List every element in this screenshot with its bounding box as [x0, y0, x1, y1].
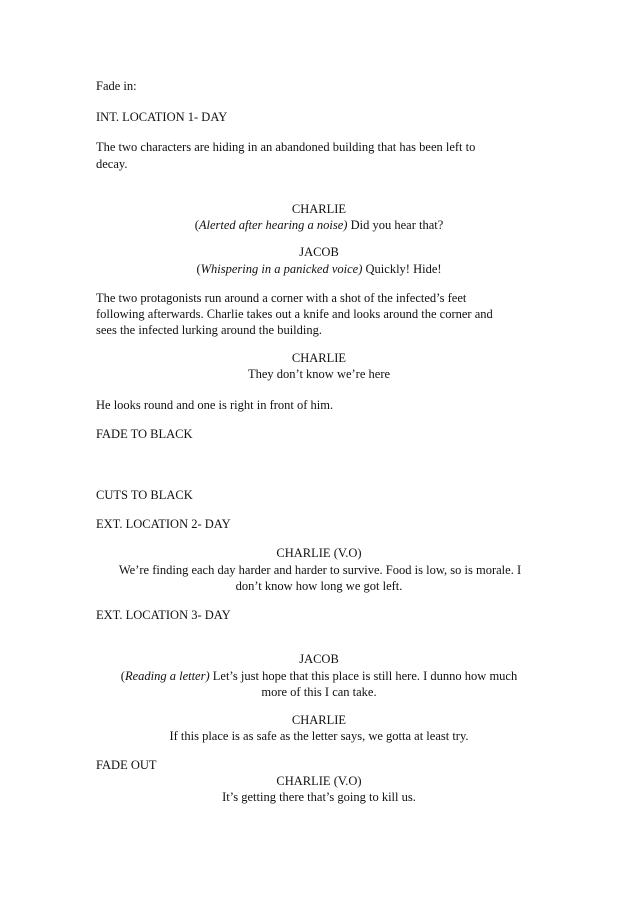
character-charlie-3: CHARLIE	[291, 713, 347, 727]
scene-heading-3: EXT. LOCATION 3- DAY	[96, 608, 231, 622]
dialogue-vo-1-line-2: don’t know how long we got left.	[235, 579, 403, 593]
action-1-line-1: The two characters are hiding in an abandoned building that has been left to	[96, 140, 476, 154]
dialogue-charlie-2: They don’t know we’re here	[247, 367, 391, 381]
action-2-line-1: The two protagonists run around a corner with a shot of the infected’s feet	[96, 291, 467, 305]
character-charlie-1: CHARLIE	[291, 202, 347, 216]
dialogue-jacob-2-line-2: more of this I can take.	[261, 685, 377, 699]
parenthetical-jacob-1: Whispering in a panicked voice)	[200, 262, 363, 276]
dialogue-charlie-3: If this place is as safe as the letter says, we gotta at least try.	[169, 729, 469, 743]
action-2-line-3: sees the infected lurking around the building.	[96, 323, 322, 337]
transition-fade-out: FADE OUT	[96, 758, 157, 772]
transition-cuts-to-black: CUTS TO BLACK	[96, 488, 193, 502]
action-1-line-2: decay.	[96, 157, 128, 171]
scene-heading-1: INT. LOCATION 1- DAY	[96, 110, 228, 124]
dialogue-vo-1-line-1: We’re finding each day harder and harder to survive. Food is low, so is morale. I	[118, 563, 522, 577]
dialogue-vo-2: It’s getting there that’s going to kill us.	[222, 790, 416, 804]
character-charlie-2: CHARLIE	[291, 351, 347, 365]
dialogue-jacob-1-text: Quickly! Hide!	[362, 262, 442, 276]
dialogue-jacob-2-text: Let’s just hope that this place is still here. I dunno how much	[209, 669, 518, 683]
character-jacob-1: JACOB	[299, 245, 339, 259]
character-jacob-2: JACOB	[299, 652, 339, 666]
fade-in-transition: Fade in:	[96, 79, 137, 93]
character-charlie-vo-1: CHARLIE (V.O)	[276, 546, 362, 560]
dialogue-charlie-1: (Alerted after hearing a noise) Did you hear that?	[194, 218, 444, 232]
parenthetical-jacob-2: Reading a letter)	[124, 669, 210, 683]
transition-fade-to-black: FADE TO BLACK	[96, 427, 193, 441]
character-charlie-vo-2: CHARLIE (V.O)	[276, 774, 362, 788]
dialogue-charlie-1-text: Did you hear that?	[347, 218, 444, 232]
action-3: He looks round and one is right in front of him.	[96, 398, 334, 412]
scene-heading-2: EXT. LOCATION 2- DAY	[96, 517, 231, 531]
parenthetical-charlie-1: Alerted after hearing a noise)	[198, 218, 348, 232]
dialogue-jacob-1: (Whispering in a panicked voice) Quickly! Hide!	[196, 262, 442, 276]
dialogue-jacob-2-line-1: (Reading a letter) Let’s just hope that this place is still here. I dunno how much	[120, 669, 518, 683]
action-2-line-2: following afterwards. Charlie takes out a knife and looks around the corner and	[96, 307, 493, 321]
